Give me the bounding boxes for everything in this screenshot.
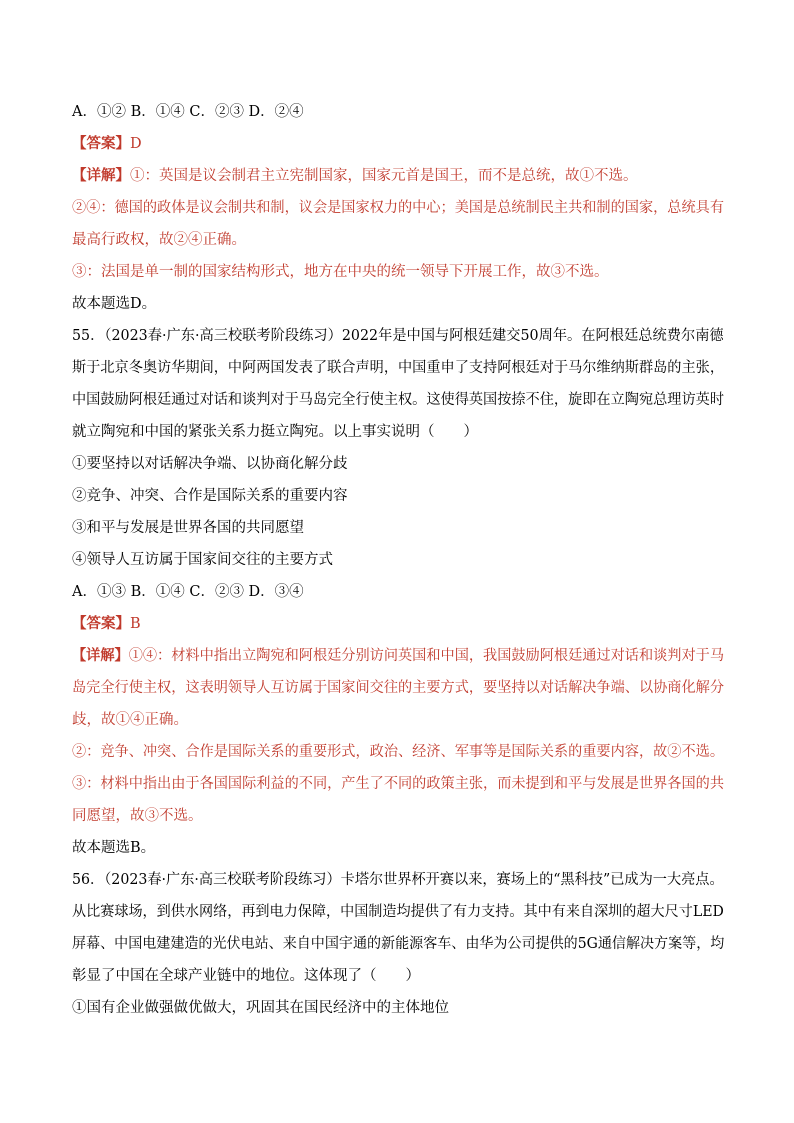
- q55-detail-3a: ③：材料中指出由于各国国际利益的不同，产生了不同的政策主张，而未提到和平与发展是世界各国的共: [72, 776, 724, 792]
- answer-value: B: [130, 616, 141, 632]
- q56-stem-2: 从比赛球场，到供水网络，再到电力保障，中国制造均提供了有力支持。其中有来自深圳的超大尺寸LED: [72, 904, 724, 920]
- q56-stem-1: [72, 870, 724, 890]
- q55-stem-4: 就立陶宛和中国的紧张关系力挺立陶宛。以上事实说明（ ）: [72, 424, 478, 440]
- detail-label: 【详解】: [72, 167, 130, 184]
- q55-choice-1: ①要坚持以对话解决争端、以协商化解分歧: [72, 456, 348, 472]
- question-source: （2023春·广东·高三校联考阶段练习）: [104, 872, 341, 888]
- q54-detail-1: [72, 166, 638, 186]
- detail-text: ①：英国是议会制君主立宪制国家，国家元首是国王，而不是总统，故①不选。: [130, 168, 638, 184]
- q55-detail-3b: 同愿望，故③不选。: [72, 808, 203, 824]
- q55-choice-3: ③和平与发展是世界各国的共同愿望: [72, 520, 304, 536]
- answer-value: D: [130, 136, 142, 152]
- question-number: 56．: [72, 872, 105, 888]
- q56-choice-1: ①国有企业做强做优做大，巩固其在国民经济中的主体地位: [72, 1000, 449, 1016]
- question-source: （2023春·广东·高三校联考阶段练习）: [104, 328, 342, 344]
- q54-conclusion: 故本题选D。: [72, 296, 157, 312]
- q55-detail-2: ②：竞争、冲突、合作是国际关系的重要形式，政治、经济、军事等是国际关系的重要内容，故②不选。: [72, 744, 724, 760]
- q56-stem-3: 屏幕、中国电建建造的光伏电站、来自中国宇通的新能源客车、由华为公司提供的5G通信解决方案等，均: [72, 936, 725, 952]
- detail-label: 【详解】: [72, 647, 129, 664]
- q55-stem-2: 斯于北京冬奥访华期间，中阿两国发表了联合声明，中国重申了支持阿根廷对于马尔维纳斯群岛的主张，: [72, 360, 724, 376]
- question-number: 55．: [72, 328, 105, 344]
- q55-answer: [72, 614, 141, 634]
- detail-text: ①④：材料中指出立陶宛和阿根廷分别访问英国和中国，我国鼓励阿根廷通过对话和谈判对于马: [128, 648, 724, 664]
- q55-choice-2: ②竞争、冲突、合作是国际关系的重要内容: [72, 488, 348, 504]
- q55-conclusion: 故本题选B。: [72, 840, 156, 856]
- q55-options: A．①③ B．①④ C．②③ D．③④: [72, 584, 304, 600]
- q55-stem-1: [72, 326, 724, 346]
- q54-answer: [72, 134, 142, 154]
- q54-detail-2a: ②④：德国的政体是议会制共和制，议会是国家权力的中心；美国是总统制民主共和制的国家，总统具有: [72, 200, 724, 216]
- answer-label: 【答案】: [72, 135, 130, 152]
- q55-detail-1a: [72, 646, 724, 666]
- question-stem: 卡塔尔世界杯开赛以来，赛场上的“黑科技”已成为一大亮点。: [340, 872, 724, 888]
- question-stem: 2022年是中国与阿根廷建交50周年。在阿根廷总统费尔南德: [341, 328, 724, 344]
- q55-detail-1c: 歧，故①④正确。: [72, 712, 188, 728]
- q54-detail-3: ③：法国是单一制的国家结构形式，地方在中央的统一领导下开展工作，故③不选。: [72, 264, 609, 280]
- q55-stem-3: 中国鼓励阿根廷通过对话和谈判对于马岛完全行使主权。这使得英国按捺不住，旋即在立陶宛总理访英时: [72, 392, 724, 408]
- q54-options: A．①② B．①④ C．②③ D．②④: [72, 104, 304, 120]
- q54-detail-2b: 最高行政权，故②④正确。: [72, 232, 246, 248]
- answer-label: 【答案】: [72, 615, 130, 632]
- q56-stem-4: 彰显了中国在全球产业链中的地位。这体现了（ ）: [72, 968, 420, 984]
- q55-detail-1b: 岛完全行使主权，这表明领导人互访属于国家间交往的主要方式，要坚持以对话解决争端、以协商化解分: [72, 680, 724, 696]
- q55-choice-4: ④领导人互访属于国家间交往的主要方式: [72, 552, 333, 568]
